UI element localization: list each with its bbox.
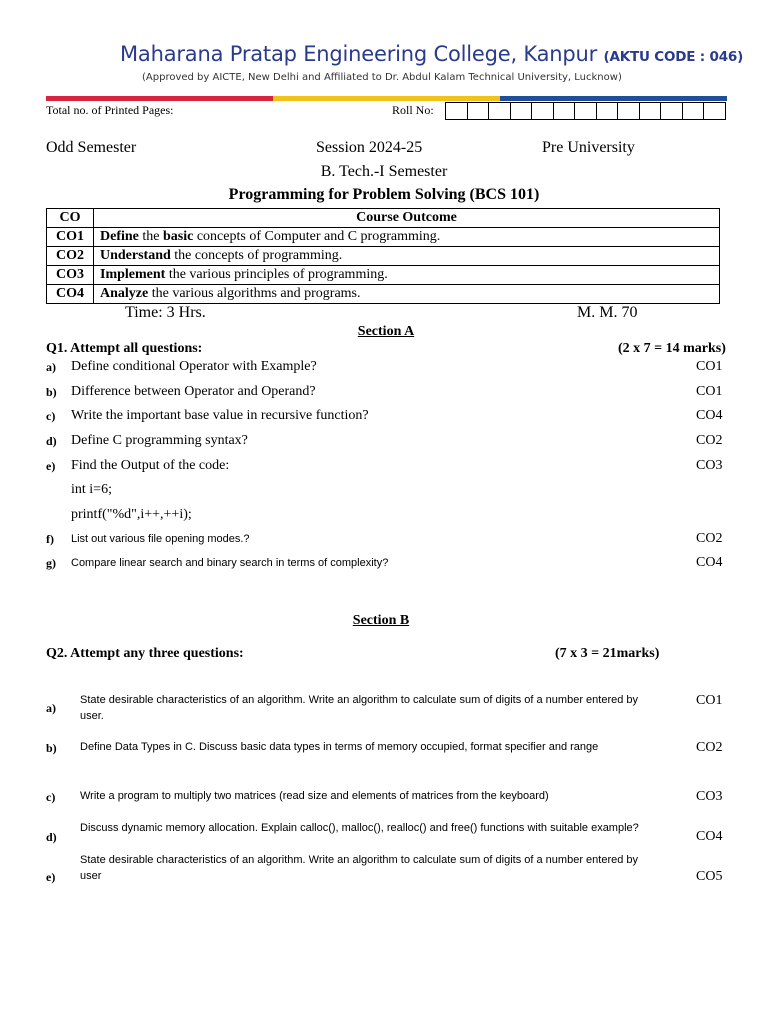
co-verb: Define xyxy=(100,229,139,244)
header-bar-red xyxy=(46,96,273,101)
roll-no-label: Roll No: xyxy=(392,103,434,117)
co-text: concepts of Computer and C programming. xyxy=(193,229,441,244)
table-row xyxy=(47,285,720,304)
section-b-title: Section B xyxy=(352,613,410,628)
roll-no-box[interactable] xyxy=(596,102,619,120)
header-bar-yellow xyxy=(273,96,500,101)
question-co: CO3 xyxy=(696,458,723,473)
question-text: List out various file opening modes.? xyxy=(71,533,250,545)
co-code: CO2 xyxy=(47,247,94,266)
question-co: CO1 xyxy=(696,359,723,374)
question-text: Compare linear search and binary search in terms of complexity? xyxy=(71,557,389,569)
question-label: a) xyxy=(46,701,56,715)
question-co: CO5 xyxy=(696,869,723,884)
question-label: c) xyxy=(46,790,56,804)
co-description xyxy=(94,247,720,266)
roll-no-box[interactable] xyxy=(703,102,726,120)
co-code: CO4 xyxy=(47,285,94,304)
co-text: the xyxy=(138,229,163,244)
question-label: d) xyxy=(46,434,57,448)
question-label: e) xyxy=(46,459,56,473)
co-description xyxy=(94,285,720,304)
question-co: CO4 xyxy=(696,555,723,570)
question-label: b) xyxy=(46,741,57,755)
section-a-title: Section A xyxy=(357,324,415,339)
question-label: d) xyxy=(46,830,57,844)
question-label: c) xyxy=(46,409,56,423)
co-text: the various principles of programming. xyxy=(165,267,388,282)
aktu-code: (AKTU CODE : 046) xyxy=(603,49,744,65)
table-row xyxy=(47,228,720,247)
question-text-continued: user. xyxy=(80,710,104,722)
question-co: CO2 xyxy=(696,740,723,755)
co-text: the concepts of programming. xyxy=(170,248,343,263)
roll-no-box[interactable] xyxy=(510,102,533,120)
co-verb: Understand xyxy=(100,248,171,263)
question-co: CO2 xyxy=(696,433,723,448)
co-text: the various algorithms and programs. xyxy=(148,286,361,301)
question-label: f) xyxy=(46,532,54,546)
co-description xyxy=(94,228,720,247)
roll-no-box[interactable] xyxy=(660,102,683,120)
roll-no-box[interactable] xyxy=(488,102,511,120)
roll-no-box[interactable] xyxy=(682,102,705,120)
code-line: int i=6; xyxy=(71,482,112,497)
roll-no-box[interactable] xyxy=(574,102,597,120)
approval-line: (Approved by AICTE, New Delhi and Affiliated to Dr. Abdul Kalam Technical University, Lucknow) xyxy=(142,72,622,83)
co-emphasis: basic xyxy=(163,229,194,244)
question-text: Write a program to multiply two matrices (read size and elements of matrices from the keyboard) xyxy=(80,790,549,802)
question-text: Define Data Types in C. Discuss basic data types in terms of memory occupied, format specifier and range xyxy=(80,741,599,753)
co-code: CO1 xyxy=(47,228,94,247)
co-verb: Implement xyxy=(100,267,166,282)
college-title xyxy=(120,42,743,66)
question-text: Find the Output of the code: xyxy=(71,458,230,473)
question-label: e) xyxy=(46,870,56,884)
roll-no-box[interactable] xyxy=(467,102,490,120)
question-label: g) xyxy=(46,556,56,570)
exam-type: Pre University xyxy=(542,139,635,156)
q2-marks: (7 x 3 = 21marks) xyxy=(555,646,660,661)
question-text: Discuss dynamic memory allocation. Explain calloc(), malloc(), realloc() and free() functions with suitable example? xyxy=(80,822,639,834)
roll-no-box[interactable] xyxy=(445,102,468,120)
question-co: CO2 xyxy=(696,531,723,546)
code-line: printf("%d",i++,++i); xyxy=(71,507,192,522)
semester: Odd Semester xyxy=(46,139,137,156)
roll-no-box[interactable] xyxy=(639,102,662,120)
question-text: State desirable characteristics of an algorithm. Write an algorithm to calculate sum of digits of a number entered by xyxy=(80,694,639,706)
max-marks: M. M. 70 xyxy=(577,304,638,321)
program: B. Tech.-I Semester xyxy=(320,163,448,180)
co-verb: Analyze xyxy=(100,286,149,301)
subject-title: Programming for Problem Solving (BCS 101) xyxy=(228,186,540,203)
question-label: a) xyxy=(46,360,56,374)
roll-no-box[interactable] xyxy=(553,102,576,120)
table-header-row xyxy=(47,209,720,228)
table-header-outcome: Course Outcome xyxy=(94,209,720,228)
q2-heading: Q2. Attempt any three questions: xyxy=(46,646,244,661)
header-bar-blue xyxy=(500,96,727,101)
question-co: CO4 xyxy=(696,408,723,423)
co-description xyxy=(94,266,720,285)
table-row xyxy=(47,247,720,266)
question-co: CO3 xyxy=(696,789,723,804)
question-co: CO4 xyxy=(696,829,723,844)
roll-no-box[interactable] xyxy=(531,102,554,120)
q1-heading: Q1. Attempt all questions: xyxy=(46,341,203,356)
question-text: Difference between Operator and Operand? xyxy=(71,384,316,399)
question-text: Define conditional Operator with Example? xyxy=(71,359,317,374)
college-name: Maharana Pratap Engineering College, Kanpur xyxy=(120,42,598,66)
question-label: b) xyxy=(46,385,57,399)
table-header-co: CO xyxy=(47,209,94,228)
question-co: CO1 xyxy=(696,384,723,399)
table-row xyxy=(47,266,720,285)
roll-no-box[interactable] xyxy=(617,102,640,120)
co-code: CO3 xyxy=(47,266,94,285)
question-text-continued: user xyxy=(80,870,102,882)
question-text: State desirable characteristics of an algorithm. Write an algorithm to calculate sum of digits of a number entered by xyxy=(80,854,639,866)
roll-no-boxes[interactable] xyxy=(446,102,726,120)
question-text: Write the important base value in recursive function? xyxy=(71,408,369,423)
session: Session 2024-25 xyxy=(316,139,423,156)
q1-marks: (2 x 7 = 14 marks) xyxy=(618,341,726,356)
question-co: CO1 xyxy=(696,693,723,708)
printed-pages-label: Total no. of Printed Pages: xyxy=(46,103,174,117)
exam-time: Time: 3 Hrs. xyxy=(125,304,206,321)
course-outcome-table xyxy=(46,208,720,304)
question-text: Define C programming syntax? xyxy=(71,433,248,448)
